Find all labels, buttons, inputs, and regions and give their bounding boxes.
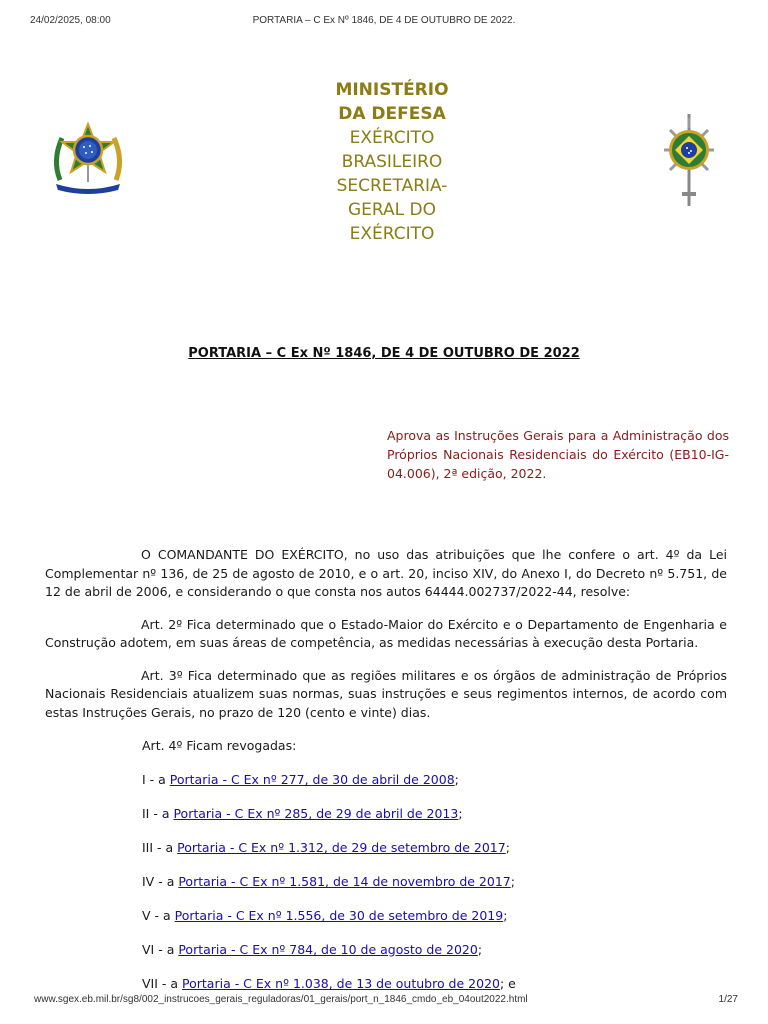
org-line-secretaria: SECRETARIA- xyxy=(336,176,448,196)
page-number: 1/27 xyxy=(718,994,738,1005)
revocation-suffix: ; xyxy=(505,840,510,855)
revocation-link[interactable]: Portaria - C Ex nº 1.038, de 13 de outubro de 2020 xyxy=(182,976,500,991)
org-line-exercito-2: EXÉRCITO xyxy=(349,224,435,244)
revocation-item xyxy=(45,940,727,960)
revocation-suffix: ; xyxy=(454,772,459,787)
document-title: PORTARIA – C Ex Nº 1846, DE 4 DE OUTUBRO DE 2022 xyxy=(188,346,580,361)
org-line-defesa: DA DEFESA xyxy=(338,104,446,124)
print-url: www.sgex.eb.mil.br/sg8/002_instrucoes_gerais_reguladoras/01_gerais/port_n_1846_cmdo_eb_04out2022.html xyxy=(34,994,528,1005)
revocation-item xyxy=(45,838,727,858)
org-line-ministerio: MINISTÉRIO xyxy=(335,80,449,100)
revocation-item xyxy=(45,804,727,824)
revocation-prefix: III - a xyxy=(142,840,178,855)
document-body xyxy=(45,546,727,1008)
revocation-prefix: IV - a xyxy=(142,874,179,889)
revocation-prefix: V - a xyxy=(142,908,175,923)
revocation-item xyxy=(45,770,727,790)
revocation-prefix: I - a xyxy=(142,772,170,787)
revocation-prefix: VI - a xyxy=(142,942,179,957)
revocation-link[interactable]: Portaria - C Ex nº 784, de 10 de agosto de 2020 xyxy=(178,942,478,957)
paragraph-art-3: Art. 3º Fica determinado que as regiões militares e os órgãos de administração de Próprios Nacionais Residenciais atualizem suas normas, suas instruções e seus regimentos internos, de acordo com estas Instruções Gerais, no prazo de 120 (cento e vinte) dias. xyxy=(45,667,727,720)
org-line-geral: GERAL DO xyxy=(347,200,436,220)
revocation-suffix: ; xyxy=(510,874,515,889)
print-datetime: 24/02/2025, 08:00 xyxy=(30,15,111,26)
revocation-link[interactable]: Portaria - C Ex nº 277, de 30 de abril de 2008 xyxy=(169,772,455,787)
revocation-suffix: ; xyxy=(458,806,463,821)
paragraph-preamble: O COMANDANTE DO EXÉRCITO, no uso das atribuições que lhe confere o art. 4º da Lei Complementar nº 136, de 25 de agosto de 2010, e o art. 20, inciso XIV, do Anexo I, do Decreto nº 5.751, de 12 de abril de 2006, e considerando o que consta nos autos 64444.002737/2022-44, resolve: xyxy=(45,547,727,599)
print-footer xyxy=(0,994,768,1008)
revocation-suffix: ; e xyxy=(499,976,516,991)
revocation-prefix: II - a xyxy=(142,806,174,821)
print-title: PORTARIA – C Ex Nº 1846, DE 4 DE OUTUBRO DE 2022. xyxy=(252,15,516,26)
brazil-coat-of-arms-icon xyxy=(48,120,128,196)
revocation-link[interactable]: Portaria - C Ex nº 285, de 29 de abril de 2013 xyxy=(173,806,459,821)
org-line-brasileiro: BRASILEIRO xyxy=(341,152,443,172)
paragraph-art-2: Art. 2º Fica determinado que o Estado-Maior do Exército e o Departamento de Engenharia e Construção adotem, em suas áreas de competência, as medidas necessárias à execução desta Portaria. xyxy=(45,616,727,650)
paragraph-art-4: Art. 4º Ficam revogadas: xyxy=(142,738,297,753)
revocation-item xyxy=(45,872,727,892)
revocation-link[interactable]: Portaria - C Ex nº 1.581, de 14 de novembro de 2017 xyxy=(178,874,511,889)
revocation-suffix: ; xyxy=(503,908,508,923)
revocation-item xyxy=(45,974,727,994)
revocation-link[interactable]: Portaria - C Ex nº 1.312, de 29 de setembro de 2017 xyxy=(177,840,506,855)
revocation-prefix: VII - a xyxy=(142,976,183,991)
revocation-item xyxy=(45,906,727,926)
org-line-exercito: EXÉRCITO xyxy=(349,128,435,148)
print-header xyxy=(0,15,768,29)
ementa: Aprova as Instruções Gerais para a Administração dos Próprios Nacionais Residenciais do Exército (EB10-IG-04.006), 2ª edição, 2022. xyxy=(387,428,729,481)
army-emblem-icon xyxy=(654,110,724,210)
revocation-link[interactable]: Portaria - C Ex nº 1.556, de 30 de setembro de 2019 xyxy=(174,908,504,923)
revocation-suffix: ; xyxy=(477,942,483,957)
organization-header xyxy=(292,78,492,246)
